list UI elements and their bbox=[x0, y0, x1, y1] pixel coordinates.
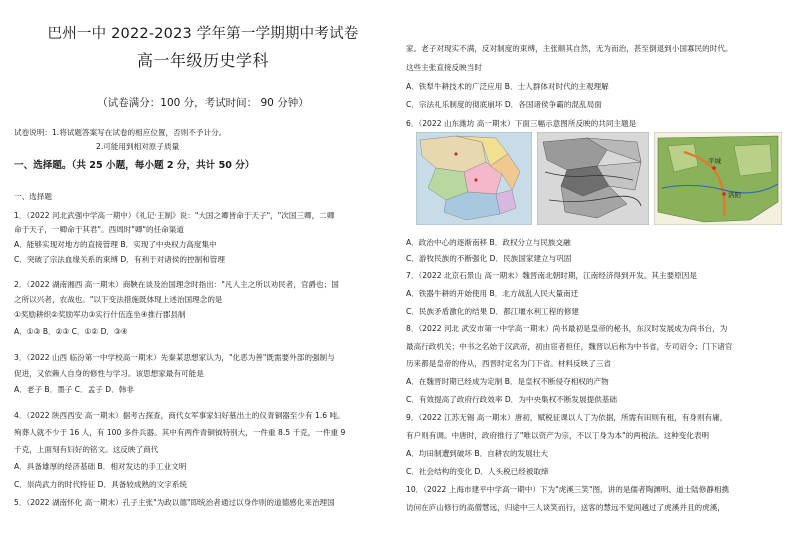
text-line: A．老子 B．墨子 C．孟子 D．韩非 bbox=[14, 385, 134, 394]
text-line: C．宗法礼乐制度的彻底崩坏 D．各国诸侯争霸的混乱局面 bbox=[406, 100, 602, 109]
text-line: A．具备雄厚的经济基础 B．相对发达的手工业文明 bbox=[14, 462, 187, 471]
text-line: 殉葬人就不少于 16 人，有 100 多件兵器。其中有两件青铜钺特别大，一件重 8.5 千克，一件重 9 bbox=[14, 428, 346, 437]
map-image-2 bbox=[537, 132, 649, 225]
text-line: 命于天子，一卿命于其君"。西周时"卿"的任命渠道 bbox=[14, 225, 184, 234]
text-line: 2．（2022 湖南湘西 高一期末）商鞅在谈及治国理念时指出："凡人主之所以劝民者，官爵也；国 bbox=[14, 280, 339, 289]
text-line: 最高行政机关；中书之名始于汉武帝，初由宦者担任，魏晋以后称为中书省，专司诏令；门下诸官 bbox=[406, 342, 733, 351]
text-line: C．民族矛盾激化的结果 D．都江堰水利工程的修建 bbox=[406, 307, 580, 316]
text-line: 10．（2022 上海市建平中学高一期中）下为"虎溪三笑"图，讲的是儒者陶渊明、道士陆修静相携 bbox=[406, 485, 730, 494]
map-image-3 bbox=[654, 132, 782, 225]
text-line: 8．（2022 河北 武安市第一中学高一期末）尚书最初是皇帝的秘书，东汉时发展成为尚书台，为 bbox=[406, 324, 728, 333]
map-1-graphic bbox=[416, 132, 532, 225]
map-image-1 bbox=[416, 132, 532, 225]
text-line: 促进，又依赖人自身的修性与学习。该思想家最有可能是 bbox=[14, 369, 204, 378]
text-line: A．在魏晋时期已经成为定制 B．是皇权不断侵夺相权的产物 bbox=[406, 377, 609, 386]
exam-meta: （试卷满分：100 分，考试时间： 90 分钟） bbox=[97, 97, 309, 109]
exam-title: 巴州一中 2022-2023 学年第一学期期中考试卷 bbox=[47, 26, 359, 42]
section-heading: 一、选择题。（共 25 小题，每小题 2 分，共计 50 分） bbox=[14, 160, 255, 171]
text-line: 3．（2022 山西 临汾第一中学校高一期末）先秦某思想家认为，"化恶为善"既需要外部的强制与 bbox=[14, 353, 335, 362]
map-2-graphic bbox=[537, 132, 649, 225]
text-line: C．崇尚武力的时代特征 D．具备较成熟的文字系统 bbox=[14, 480, 188, 489]
text-line: 4．（2022 陕西西安 高一期末）据考古探查，商代女军事家妇好墓出土的仪青铜器至少有 1.6 吨。 bbox=[14, 411, 345, 420]
text-line: 这些主张直接反映当时 bbox=[406, 63, 482, 72]
text-line: A．铁器牛耕的开始使用 B．北方战乱人民大量南迁 bbox=[406, 289, 579, 298]
text-line: 千克，上面刻有妇好的铭文。这反映了商代 bbox=[14, 445, 159, 454]
text-line: 5．（2022 湖南怀化 高一期末）孔子主张"为政以德"即统治者通过以身作则的道德感化来治理国 bbox=[14, 498, 335, 507]
text-line: 有户则有调。中唐时，政府推行了"唯以资产为宗，不以丁身为本"的两税法。这种变化表明 bbox=[406, 431, 710, 440]
text-line: A．政治中心的逐渐南移 B．政权分立与民族交融 bbox=[406, 238, 571, 247]
text-line: 之所以兴者，农战也。"以下变法措施既体现上述治国理念的是 bbox=[14, 295, 223, 304]
text-line: 1．（2022 河北武强中学高一期中）《礼记·王制》说："大国之卿皆命于天子"，"次国三卿，二卿 bbox=[14, 211, 335, 220]
text-line: 6．（2022 山东潍坊 高一期末）下面三幅示意图所反映的共同主题是 bbox=[406, 119, 637, 128]
text-line: 家。老子对现实不满，反对制度的束缚，主张顺其自然，无为而治，甚至倒退到小国寡民的时代。 bbox=[406, 44, 733, 53]
text-line: A．铁犁牛耕技术的广泛应用 B．士人群体对时代的主观理解 bbox=[406, 82, 609, 91]
text-line: 7．（2022 北京石景山 高一期末）魏晋南北朝时期，江南经济得到开发。其主要原因是 bbox=[406, 271, 697, 280]
text-line: ①奖励耕织②奖励军功③实行什伍连坐④推行郡县制 bbox=[14, 310, 186, 319]
text-line: 9．（2022 江苏无锡 高一期末）唐初，赋税征课以人丁为依据，所需有田则有租，有身则有庸， bbox=[406, 413, 728, 422]
text-line: A．①③ B．②③ C．①② D．③④ bbox=[14, 327, 128, 336]
text-line: 历来都是皇帝的侍从，西晋时定名为门下省。材料反映了三省 bbox=[406, 359, 612, 368]
exam-subtitle: 高一年级历史学科 bbox=[136, 51, 269, 70]
text-line: C．社会结构的变化 D．人头税已经被取缔 bbox=[406, 467, 549, 476]
text-line: C．游牧民族的不断强化 D．民族国家建立与巩固 bbox=[406, 254, 572, 263]
map-3-graphic bbox=[654, 132, 782, 225]
text-line: C．突破了宗法血缘关系的束缚 D．有利于对诸侯的控制和管理 bbox=[14, 255, 225, 264]
section-subheading: 一、选择题 bbox=[14, 192, 52, 201]
map-3-label-luoyang: 洛阳 bbox=[728, 191, 741, 199]
note-line-1: 试卷说明：1.将试题答案写在试卷的相应位置，否则不予计分。 bbox=[14, 128, 227, 137]
text-line: A．均田制遭到破坏 B．自耕农的发展壮大 bbox=[406, 449, 548, 458]
note-line-2: 2.可能用到相对原子质量 bbox=[96, 142, 180, 151]
text-line: A．能够实现对地方的直接管理 B．实现了中央权力高度集中 bbox=[14, 240, 217, 249]
text-line: 访问在庐山修行的高僧慧远，归途中三人谈笑而行，送客的慧远不觉间越过了虎溪并且的虎溪， bbox=[406, 503, 725, 512]
text-line: C．有效提高了政府行政效率 D．为中央集权不断发展提供基础 bbox=[406, 395, 617, 404]
map-3-label-pingcheng: 平城 bbox=[708, 157, 721, 165]
